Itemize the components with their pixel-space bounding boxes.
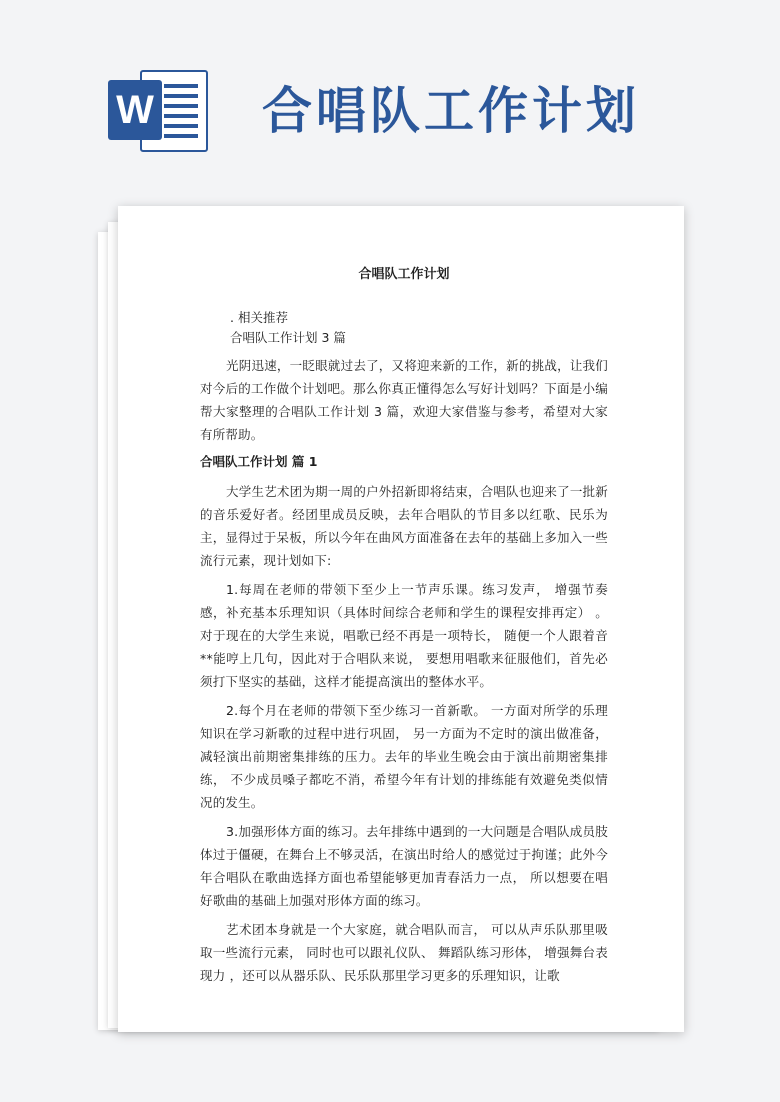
related-label: . 相关推荐 (230, 310, 288, 325)
section-heading: 合唱队工作计划 篇 1 (200, 454, 318, 469)
body-paragraph: 1.每周在老师的带领下至少上一节声乐课。练习发声， 增强节奏感，补充基本乐理知识（具体时间综合老师和学生的课程安排再定） 。对于现在的大学生来说，唱歌已经不再是一项特长， 随便一个人跟着音**能哼上几句，因此对于合唱队来说， 要想用唱歌来征服他们，首先必须打下坚实的基础，这样才能提高演出的整体水平。 (200, 582, 608, 689)
body-paragraph: 艺术团本身就是一个大家庭，就合唱队而言， 可以从声乐队那里吸取一些流行元素， 同时也可以跟礼仪队、 舞蹈队练习形体， 增强舞台表现力 ，还可以从器乐队、民乐队那里学习更多的乐理知识，让歌 (200, 922, 608, 983)
intro-paragraph: 光阴迅速，一眨眼就过去了，又将迎来新的工作，新的挑战，让我们对今后的工作做个计划吧。那么你真正懂得怎么写好计划吗？下面是小编帮大家整理的合唱队工作计划 3 篇，欢迎大家借鉴与参考，希望对大家有所帮助。 (200, 358, 608, 442)
header-banner (0, 0, 780, 200)
related-item: 合唱队工作计划 3 篇 (230, 330, 346, 345)
word-icon (108, 66, 208, 152)
document-page (118, 206, 684, 1032)
body-paragraph: 3.加强形体方面的练习。去年排练中遇到的一大问题是合唱队成员肢体过于僵硬，在舞台上不够灵活，在演出时给人的感觉过于拘谨；此外今年合唱队在歌曲选择方面也希望能够更加青春活力一点， 所以想要在唱好歌曲的基础上加强对形体方面的练习。 (200, 824, 608, 908)
body-paragraph: 大学生艺术团为期一周的户外招新即将结束，合唱队也迎来了一批新的音乐爱好者。经团里成员反映，去年合唱队的节目多以红歌、民乐为主，显得过于呆板，所以今年在曲风方面准备在去年的基础上多加入一些流行元素，现计划如下: (200, 484, 608, 568)
document-body (200, 266, 608, 991)
body-paragraph: 2.每个月在老师的带领下至少练习一首新歌。 一方面对所学的乐理知识在学习新歌的过程中进行巩固， 另一方面为不定时的演出做准备，减轻演出前期密集排练的压力。去年的毕业生晚会由于演出前期密集排练， 不少成员嗓子都吃不消，希望今年有计划的排练能有效避免类似情况的发生。 (200, 703, 608, 810)
banner-title: 合唱队工作计划 (262, 82, 640, 140)
word-letter: W (108, 80, 162, 140)
document-title: 合唱队工作计划 (358, 267, 450, 282)
